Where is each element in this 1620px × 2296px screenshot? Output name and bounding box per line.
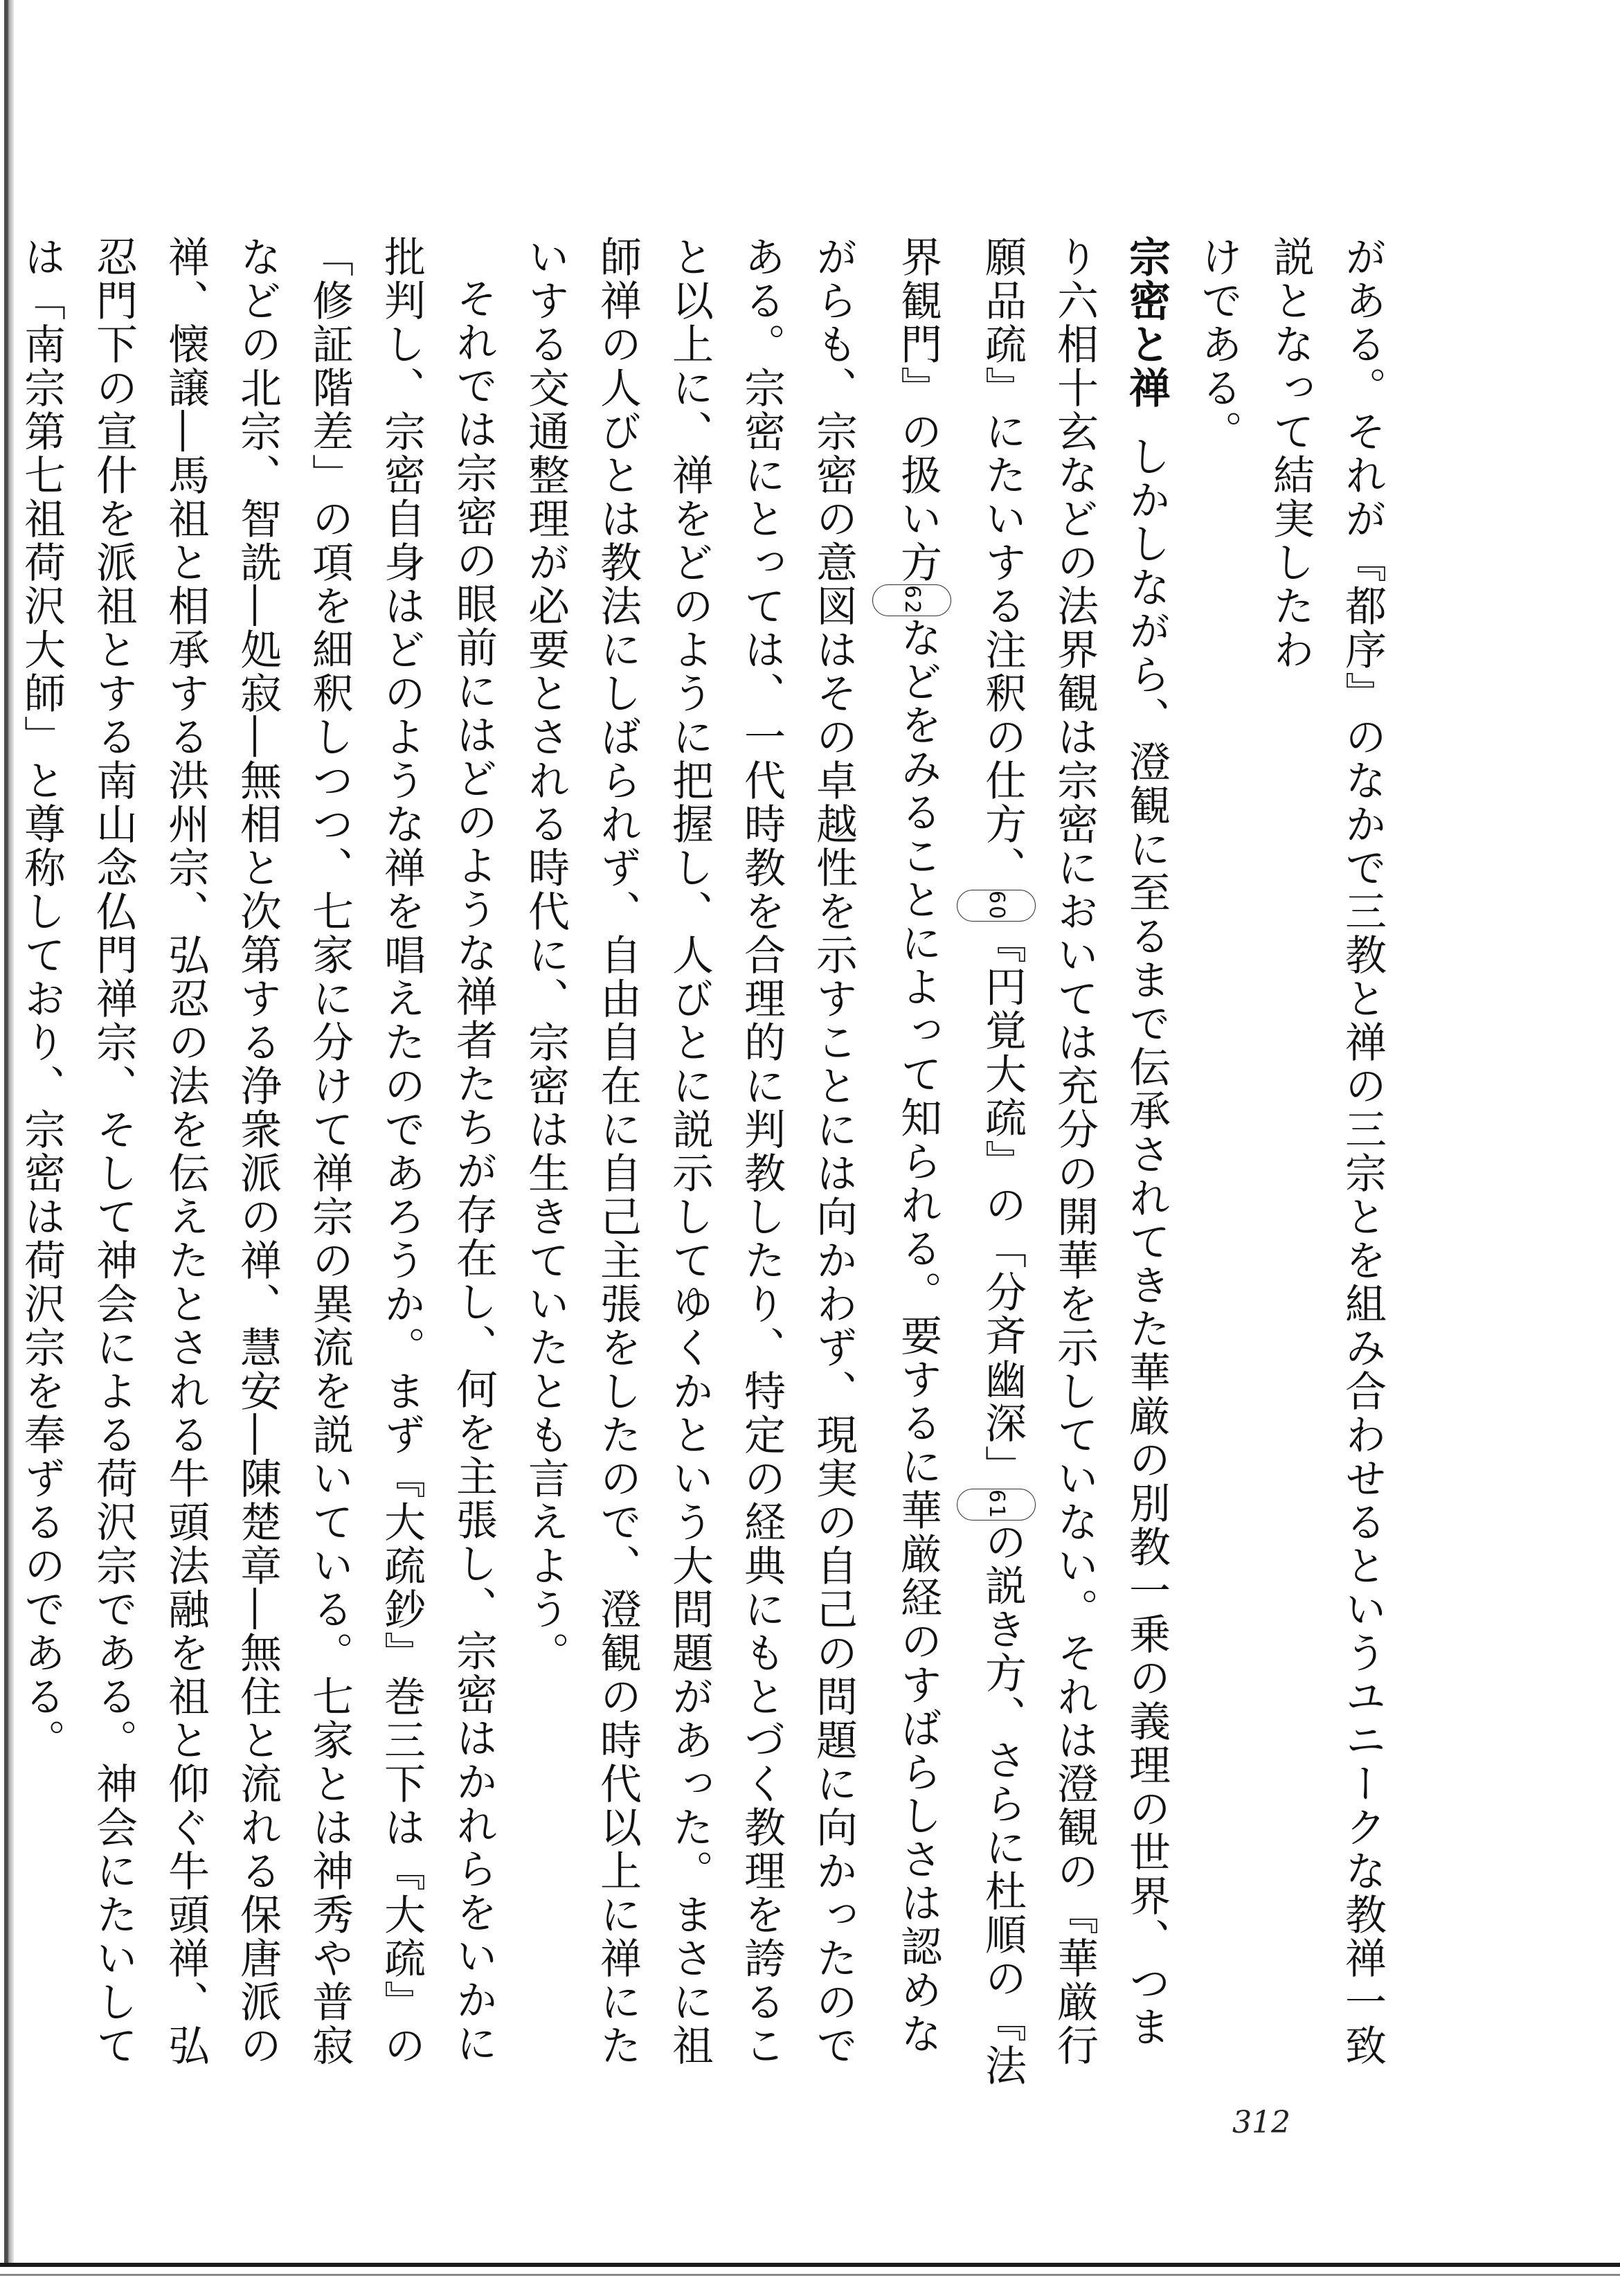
paragraph-continued [1182,235,1254,2091]
page-number: 312 [1232,2105,1290,2140]
text-run: 『円覚大疏』の「分斉幽深」 [978,922,1027,1489]
vertical-text-body [0,235,1398,2091]
paragraph-continued-top [1254,235,1398,2091]
scan-bottom-edge [0,2263,1620,2296]
paragraph-section-start [510,235,1182,2091]
footnote-marker: 62 [872,584,951,616]
text-run: などをみることによって知られる。要するに華厳経のすばらしさは認めながらも、宗密の意図はその卓越性を示すことには向かわず、現実の自己の問題に向かったのである。宗密にとっては、一代時教を合理的に判教したり、特定の経典にもとづく教理を誇ること以上に、禅をどのように把握し、人びとに説示してゆくかという大問題があった。まさに祖師禅の人びとは教法にしばられず、自由自在に自己主張をしたので、澄観の時代以上に禅にたいする交通整理が必要とされる時代に、宗密は生きていたとも言えよう。 [521,235,942,2068]
text-run: がある。それが『都序』のなかで三教と禅の三宗とを組み合わせるというユニークな教禅一致説となって結実したわ [1266,235,1387,2068]
paragraph [0,235,6,2091]
footnote-marker: 61 [957,1489,1036,1521]
section-heading: 宗密と禅 [1122,235,1171,410]
footnote-marker: 60 [957,890,1036,922]
text-run: しかしながら、澄観に至るまで伝承されてきた華厳の別教一乗の義理の世界、つまり六相十玄などの法界観は宗密においては充分の開華を示していない。それは澄観の『華厳行願品疏』にたいする注釈の仕方、 [978,235,1171,2068]
text-run: けである。 [1194,235,1243,454]
text-run: それでは宗密の眼前にはどのような禅者たちが存在し、何を主張し、宗密はかれらをいかに批判し、宗密自身はどのような禅を唱えたのであろうか。まず『大疏鈔』巻三下は『大疏』の「修証階差」の項を細釈しつつ、七家に分けて禅宗の異流を説いている。七家とは神秀や普寂などの北宗、智詵―処寂―無相と次第する浄衆派の禅、慧安―陳楚章―無住と流れる保唐派の禅、懐譲―馬祖と相承する洪州宗、弘忍の法を伝えたとされる牛頭法融を祖と仰ぐ牛頭禅、弘忍門下の宣什を派祖とする南山念仏門禅宗、そして神会による荷沢宗である。神会にたいしては「南宗第七祖荷沢大師」と尊称しており、宗密は荷沢宗を奉ずるのである。 [17,235,498,2068]
text-run: の説き方、さらに杜順の『法界観門』の扱い方 [894,235,1027,2088]
paragraph [6,235,510,2091]
